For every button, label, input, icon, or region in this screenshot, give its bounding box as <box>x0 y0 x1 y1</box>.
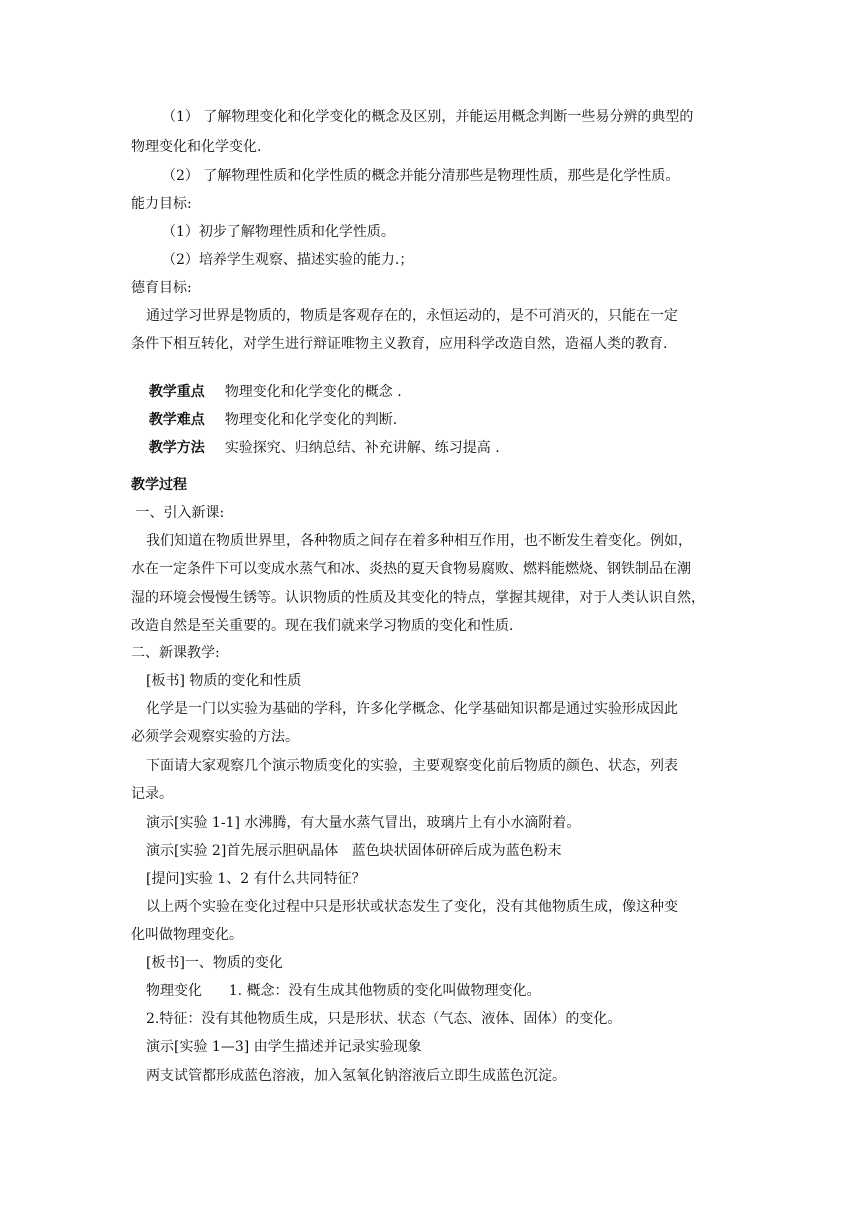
intro-line-2: 水在一定条件下可以变成水蒸气和冰、炎热的夏天食物易腐败、燃料能燃烧、钢铁制品在潮 <box>131 561 691 577</box>
ability-goal-1: （1）初步了解物理性质和化学性质。 <box>162 224 395 240</box>
intro-line-1: 我们知道在物质世界里，各种物质之间存在着多种相互作用，也不断发生着变化。例如， <box>146 533 692 549</box>
board-note-1: [板书] 物质的变化和性质 <box>146 673 302 689</box>
moral-goal-line-1: 通过学习世界是物质的，物质是客观存在的，永恒运动的，是不可消灭的，只能在一定 <box>146 308 678 324</box>
demo-experiment-1-1: 演示[实验 1-1] 水沸腾，有大量水蒸气冒出，玻璃片上有小水滴附着。 <box>146 815 581 831</box>
method-text: 实验探究、归纳总结、补充讲解、练习提高 . <box>224 440 500 456</box>
observe-line-2: 记录。 <box>131 786 173 802</box>
difficulty-text: 物理变化和化学变化的判断. <box>224 412 398 428</box>
observe-line-1: 下面请大家观察几个演示物质变化的实验，主要观察变化前后物质的颜色、状态，列表 <box>146 758 678 774</box>
board-note-2: [板书]一、物质的变化 <box>146 955 283 971</box>
key-point-label: 教学重点 <box>148 384 205 400</box>
method-row <box>131 418 731 478</box>
intro-line-3: 湿的环境会慢慢生锈等。认识物质的性质及其变化的特点，掌握其规律，对于人类认识自然， <box>131 590 705 606</box>
moral-goals-heading: 德育目标: <box>131 280 192 296</box>
demo-experiment-1-3: 演示[实验 1—3] 由学生描述并记录实验现象 <box>146 1039 422 1055</box>
section-intro-heading: 一、引入新课: <box>131 505 225 521</box>
objective-2: （2） 了解物理性质和化学性质的概念并能分清那些是物理性质，那些是化学性质。 <box>162 168 680 184</box>
ability-goals-heading: 能力目标: <box>131 196 192 212</box>
experiment-observation: 两支试管都形成蓝色溶液，加入氢氧化钠溶液后立即生成蓝色沉淀。 <box>146 1068 566 1084</box>
chemistry-line-2: 必须学会观察实验的方法。 <box>131 729 299 745</box>
physical-change-feature: 2.特征：没有其他物质生成，只是形状、状态（气态、液体、固体）的变化。 <box>146 1011 622 1027</box>
difficulty-label: 教学难点 <box>148 412 205 428</box>
chemistry-line-1: 化学是一门以实验为基础的学科，许多化学概念、化学基础知识都是通过实验形成因此 <box>146 701 678 717</box>
physical-change-line-2: 化叫做物理变化。 <box>131 927 243 943</box>
key-point-text: 物理变化和化学变化的概念 . <box>224 384 402 400</box>
moral-goal-line-2: 条件下相互转化，对学生进行辩证唯物主义教育，应用科学改造自然，造福人类的教育. <box>131 336 668 352</box>
physical-change-line-1: 以上两个实验在变化过程中只是形状或状态发生了变化，没有其他物质生成，像这种变 <box>146 899 678 915</box>
objective-1-line-1: （1） 了解物理变化和化学变化的概念及区别，并能运用概念判断一些易分辨的典型的 <box>162 109 694 125</box>
intro-line-4: 改造自然是至关重要的。现在我们就来学习物质的变化和性质. <box>131 618 514 634</box>
demo-experiment-2: 演示[实验 2]首先展示胆矾晶体 蓝色块状固体研碎后成为蓝色粉末 <box>146 843 562 859</box>
ability-goal-2: （2）培养学生观察、描述实验的能力.； <box>162 252 414 268</box>
section-new-lesson-heading: 二、新课教学: <box>131 645 220 661</box>
question-line: [提问]实验 1、2 有什么共同特征？ <box>146 871 366 887</box>
teaching-process-heading: 教学过程 <box>131 477 187 493</box>
physical-change-concept: 物理变化 1. 概念：没有生成其他物质的变化叫做物理变化。 <box>146 983 541 999</box>
objective-1-line-2: 物理变化和化学变化. <box>131 139 262 155</box>
method-label: 教学方法 <box>148 440 205 456</box>
